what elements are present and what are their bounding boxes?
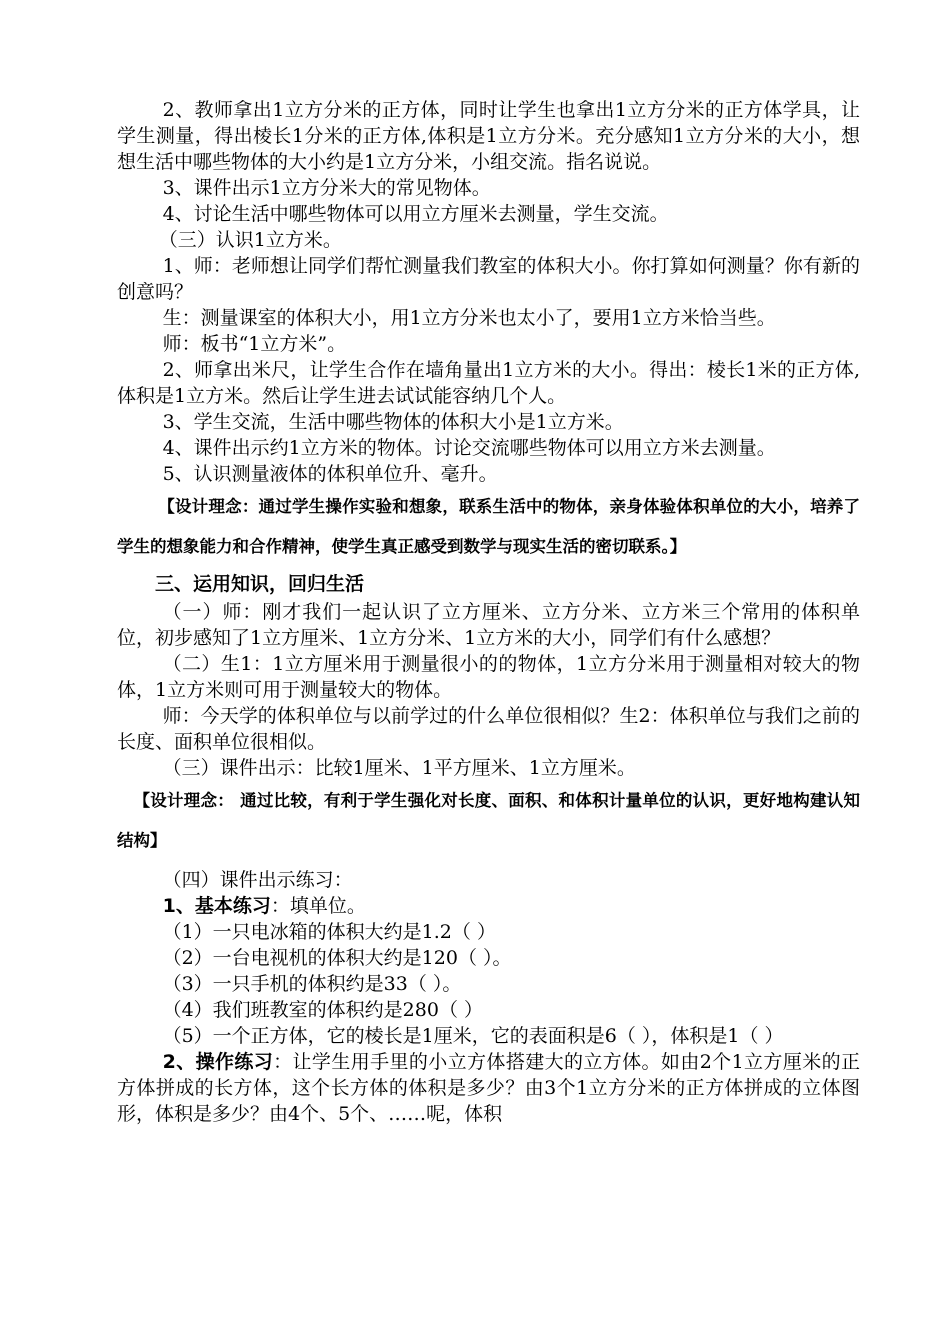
paragraph: （三）课件出示：比较1厘米、1平方厘米、1立方厘米。 bbox=[162, 757, 636, 779]
exercise-title-tail: ：填单位。 bbox=[270, 895, 366, 917]
paragraph: 师：板书“1立方米”。 bbox=[162, 333, 347, 355]
paragraph: 4、讨论生活中哪些物体可以用立方厘米去测量，学生交流。 bbox=[162, 203, 669, 225]
paragraph: （二）生1：1立方厘米用于测量很小的的物体，1立方分米用于测量相对较大的物体，1立方米则可用于测量较大的物体。 bbox=[117, 653, 860, 701]
exercise-item: （4）我们班教室的体积约是280（ ） bbox=[162, 999, 483, 1021]
paragraph: （一）师：刚才我们一起认识了立方厘米、立方分米、立方米三个常用的体积单位，初步感知了1立方厘米、1立方分米、1立方米的大小，同学们有什么感想？ bbox=[117, 601, 860, 649]
paragraph: 3、课件出示1立方分米大的常见物体。 bbox=[162, 177, 491, 199]
exercise-heading bbox=[117, 1049, 860, 1127]
paragraph: 5、认识测量液体的体积单位升、毫升。 bbox=[162, 463, 498, 485]
paragraph: 1、师：老师想让同学们帮忙测量我们教室的体积大小。你打算如何测量？你有新的创意吗？ bbox=[117, 255, 860, 303]
exercise-heading bbox=[117, 893, 860, 919]
exercise-title: 2、操作练习 bbox=[162, 1051, 274, 1073]
exercise-item: （5）一个正方体，它的棱长是1厘米，它的表面积是6（ ），体积是1（ ） bbox=[162, 1025, 784, 1047]
exercise-item: （2）一台电视机的体积大约是120（ ）。 bbox=[162, 947, 512, 969]
paragraph: 3、学生交流，生活中哪些物体的体积大小是1立方米。 bbox=[162, 411, 624, 433]
subsection-heading: （三）认识1立方米。 bbox=[158, 229, 342, 251]
paragraph: 生：测量课室的体积大小，用1立方分米也太小了，要用1立方米恰当些。 bbox=[162, 307, 776, 329]
exercise-body: ：让学生用手里的小立方体搭建大的立方体。如由2个1立方厘米的正方体拼成的长方体，这个长方体的体积是多少？由3个1立方分米的正方体拼成的立体图形，体积是多少？由4个、5个、……呢，体积 bbox=[117, 1051, 860, 1125]
design-note: 【设计理念：通过学生操作实验和想象，联系生活中的物体，亲身体验体积单位的大小，培养了学生的想象能力和合作精神，使学生真正感受到数学与现实生活的密切联系。】 bbox=[117, 497, 860, 556]
exercise-item: （1）一只电冰箱的体积大约是1.2（ ） bbox=[162, 921, 496, 943]
exercise-item: （3）一只手机的体积约是33（ ）。 bbox=[162, 973, 462, 995]
section-heading: 三、运用知识，回归生活 bbox=[155, 573, 365, 595]
paragraph: 2、师拿出米尺，让学生合作在墙角量出1立方米的大小。得出：棱长1米的正方体,体积是1立方米。然后让学生进去试试能容纳几个人。 bbox=[117, 359, 860, 407]
document-body bbox=[117, 97, 860, 1127]
design-note: 【设计理念： 通过比较，有利于学生强化对长度、面积、和体积计量单位的认识，更好地构建认知结构】 bbox=[117, 791, 860, 850]
paragraph: 师：今天学的体积单位与以前学过的什么单位很相似？生2：体积单位与我们之前的长度、面积单位很相似。 bbox=[117, 705, 860, 753]
paragraph: （四）课件出示练习： bbox=[162, 869, 353, 891]
exercise-title: 1、基本练习 bbox=[162, 895, 271, 917]
paragraph: 4、课件出示约1立方米的物体。讨论交流哪些物体可以用立方米去测量。 bbox=[162, 437, 776, 459]
paragraph: 2、教师拿出1立方分米的正方体，同时让学生也拿出1立方分米的正方体学具，让学生测量，得出棱长1分米的正方体,体积是1立方分米。充分感知1立方分米的大小，想想生活中哪些物体的大小约是1立方分米，小组交流。指名说说。 bbox=[117, 99, 860, 173]
